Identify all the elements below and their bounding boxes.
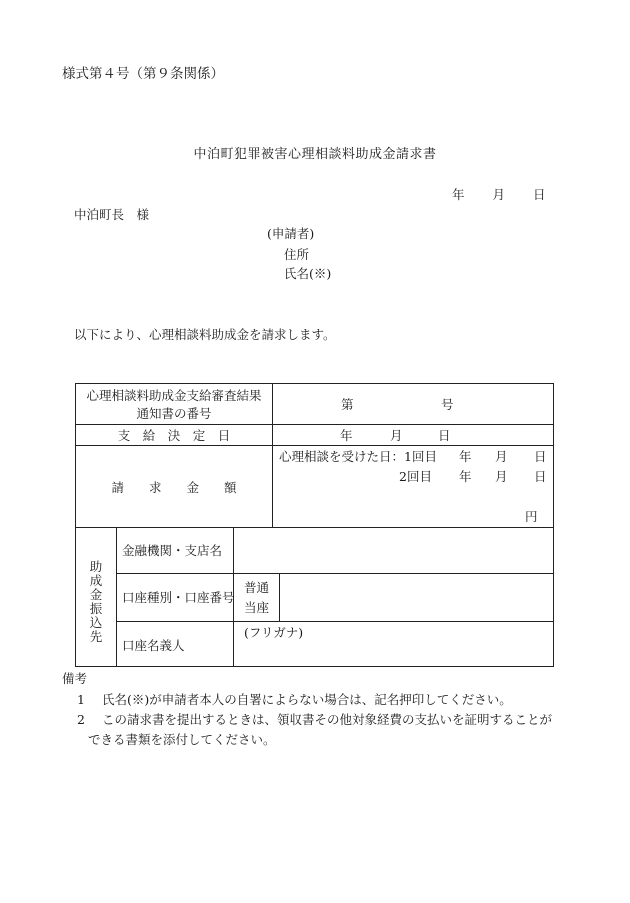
note-2-continuation: できる書類を添付してください。 xyxy=(88,732,276,747)
date-line xyxy=(452,189,546,202)
notice-number-label-1: 心理相談料助成金支給審査結果 xyxy=(86,388,262,403)
date-year-label: 年 xyxy=(452,187,465,202)
note-1 xyxy=(77,694,512,707)
column-divider xyxy=(279,573,280,621)
bank-branch-label: 金融機関・支店名 xyxy=(122,543,223,558)
consultation-1-month: 月 xyxy=(495,449,508,464)
decision-year-label: 年 xyxy=(340,428,353,443)
consultation-1-day: 日 xyxy=(534,449,547,464)
note-2-text: この請求書を提出するときは、領収書その他対象経費の支払いを証明することが xyxy=(101,712,552,727)
decision-day-label: 日 xyxy=(438,428,451,443)
consultation-2-month: 月 xyxy=(495,469,508,484)
address-label: 住所 xyxy=(284,247,310,262)
account-holder-label: 口座名義人 xyxy=(122,638,185,653)
transfer-destination-header: 助成金振込先 xyxy=(89,559,103,644)
yen-unit: 円 xyxy=(525,509,538,524)
payment-decision-date-label: 支 給 決 定 日 xyxy=(117,428,231,443)
consultation-2-day: 日 xyxy=(534,469,547,484)
account-type-normal: 普通 xyxy=(244,580,270,595)
row-divider xyxy=(76,445,553,446)
note-2-number: 2 xyxy=(77,712,85,727)
notice-number-go: 号 xyxy=(441,397,454,412)
document-title: 中泊町犯罪被害心理相談料助成金請求書 xyxy=(193,147,437,162)
note-1-number: 1 xyxy=(77,692,85,707)
note-1-text: 氏名(※)が申請者本人の自署によらない場合は、記名押印してください。 xyxy=(101,692,512,707)
consultation-date-1-label: 心理相談を受けた日：1回目 xyxy=(279,449,437,464)
row-divider xyxy=(76,424,553,425)
column-divider xyxy=(116,527,117,666)
applicant-label: (申請者) xyxy=(267,226,315,241)
remarks-header: 備考 xyxy=(62,671,88,686)
addressee: 中泊町長 様 xyxy=(74,207,150,222)
row-divider xyxy=(116,621,553,622)
row-divider xyxy=(116,573,553,574)
consultation-1-year: 年 xyxy=(459,449,472,464)
form-number: 様式第４号（第９条関係） xyxy=(62,66,224,82)
date-day-label: 日 xyxy=(533,187,546,202)
notice-number-dai: 第 xyxy=(341,397,354,412)
claim-amount-label: 請 求 金 額 xyxy=(111,480,237,495)
name-label: 氏名(※) xyxy=(284,266,332,281)
note-2 xyxy=(77,714,552,727)
account-type-number-label: 口座種別・口座番号 xyxy=(122,590,235,605)
decision-month-label: 月 xyxy=(390,428,403,443)
consultation-2-year: 年 xyxy=(459,469,472,484)
account-type-current: 当座 xyxy=(244,600,270,615)
consultation-date-2-label: 2回目 xyxy=(399,469,432,484)
date-month-label: 月 xyxy=(492,187,506,202)
row-divider xyxy=(76,527,553,528)
notice-number-label-2: 通知書の番号 xyxy=(136,406,212,421)
furigana-label: (フリガナ) xyxy=(244,625,304,640)
application-table xyxy=(75,383,554,667)
column-divider xyxy=(272,384,273,527)
request-statement: 以下により、心理相談料助成金を請求します。 xyxy=(74,327,336,342)
